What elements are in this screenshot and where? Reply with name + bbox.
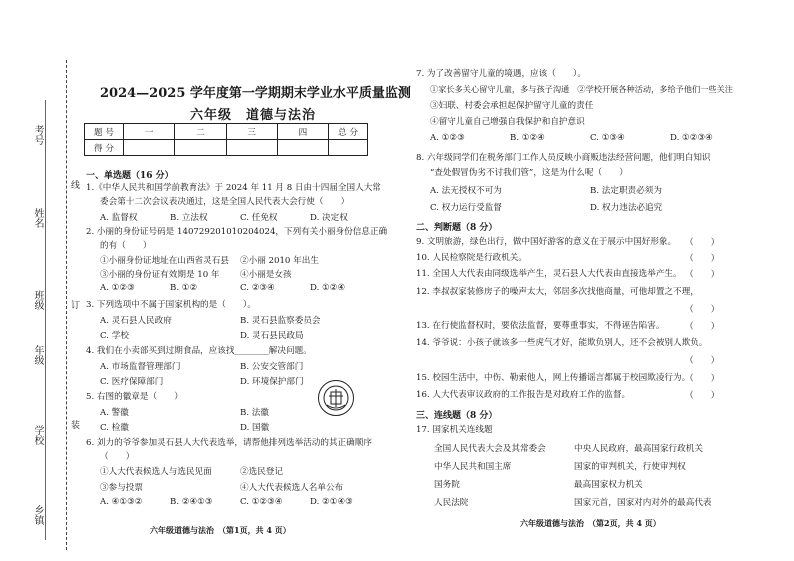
score-cell: 二 — [175, 124, 226, 140]
q6-statement-4: ④人大代表候选人名单公布 — [240, 483, 344, 493]
question-8-line-1: 8. 六年级同学们在税务部门工作人员反映小商贩违法经营问题，他们明白知识 — [416, 153, 711, 163]
q4-option-a[interactable]: A. 市场监督管理部门 — [100, 362, 181, 372]
q8-option-a[interactable]: A. 法无授权不可为 — [430, 186, 502, 196]
margin-label-ding: 订 — [69, 300, 79, 309]
score-input-cell[interactable] — [124, 140, 175, 156]
q4-option-c[interactable]: C. 医疗保障部门 — [100, 377, 164, 387]
score-cell: 总 分 — [329, 124, 368, 140]
left-page-footer: 六年级道德与法治 （第1页，共 4 页） — [150, 525, 291, 535]
q3-option-a[interactable]: A. 灵石县人民政府 — [100, 316, 172, 326]
margin-label-banji: 班级 — [32, 290, 43, 310]
q4-option-b[interactable]: B. 公安交管部门 — [240, 362, 304, 372]
link-left-item[interactable]: 国务院 — [434, 480, 460, 490]
judge-16-answer[interactable]: （ ） — [685, 391, 720, 401]
q1-option-d[interactable]: D. 决定权 — [310, 213, 348, 223]
judge-15-answer[interactable]: （ ） — [685, 374, 720, 384]
section-2-heading: 二、判断题（8 分） — [416, 223, 498, 233]
q7-option-d[interactable]: D. ①②③④ — [670, 133, 713, 143]
q7-statement-3: ③妇联、村委会承担起保护留守儿童的责任 — [430, 101, 594, 111]
q3-option-d[interactable]: D. 灵石县民政局 — [240, 331, 304, 341]
q3-option-b[interactable]: B. 灵石县监察委员会 — [240, 316, 321, 326]
name-blank-line — [45, 100, 46, 540]
question-2-line-2: 的有（ ） — [100, 241, 152, 251]
margin-label-nianji: 年级 — [32, 345, 43, 365]
q2-option-a[interactable]: A. ①②③ — [100, 283, 135, 293]
question-1-line-2: 委会第十二次会议表决通过，这是全国人民代表大会行使（ ） — [100, 197, 350, 207]
score-input-cell[interactable] — [277, 140, 328, 156]
judge-12: 12. 李叔叔家装修房子的噪声太大，邻居多次找他商量，可他却置之不理， — [416, 287, 699, 297]
judge-14-answer[interactable]: （ ） — [685, 356, 720, 366]
margin-label-kaohao: 考号 — [32, 125, 43, 145]
link-left-item[interactable]: 人民法院 — [434, 498, 469, 508]
margin-label-xingming: 姓名 — [32, 208, 43, 228]
link-right-item[interactable]: 国家元首，国家对内对外的最高代表 — [574, 498, 712, 508]
q1-option-c[interactable]: C. 任免权 — [240, 213, 278, 223]
q4-option-d[interactable]: D. 环境保护部门 — [240, 377, 304, 387]
margin-label-zhuang: 装 — [69, 420, 79, 429]
q2-option-c[interactable]: C. ②③④ — [240, 283, 275, 293]
exam-title: 2024—2025 学年度第一学期期末学业水平质量监测 — [100, 86, 411, 101]
q2-statement-4: ④小丽是女孩 — [240, 270, 292, 280]
link-left-item[interactable]: 全国人民代表大会及其常委会 — [434, 444, 546, 454]
margin-label-xuexiao: 学校 — [32, 425, 43, 445]
q5-option-c[interactable]: C. 检徽 — [100, 423, 129, 433]
judge-10: 10. 人民检察院是行政机关。 — [416, 253, 527, 263]
q8-option-b[interactable]: B. 法定职责必须为 — [590, 186, 662, 196]
q7-statement-4: ④留守儿童自己增强自我保护和自护意识 — [430, 117, 585, 127]
question-6-line-2: （ ） — [100, 452, 135, 462]
q8-option-d[interactable]: D. 权力违法必追究 — [590, 203, 663, 213]
q2-option-b[interactable]: B. ①② — [170, 283, 198, 293]
q7-statement-1-2: ①家长多关心留守儿童，多与孩子沟通 ②学校开展各种活动，多给予他们一些关注 — [430, 84, 733, 94]
q6-statement-3: ③参与投票 — [100, 483, 143, 493]
section-1-heading: 一、单选题（16 分） — [86, 171, 174, 181]
link-right-item[interactable]: 最高国家权力机关 — [574, 480, 643, 490]
q1-option-b[interactable]: B. 立法权 — [170, 213, 208, 223]
q1-option-a[interactable]: A. 监督权 — [100, 213, 138, 223]
score-cell: 题 号 — [85, 124, 124, 140]
score-table-score-row — [85, 140, 368, 156]
link-right-item[interactable]: 国家的审判机关，行使审判权 — [574, 462, 686, 472]
q6-option-b[interactable]: B. ②④①③ — [170, 497, 213, 507]
q2-statement-3: ③小丽的身份证有效期是 10 年 — [100, 270, 220, 280]
q7-option-c[interactable]: C. ①③④ — [590, 133, 625, 143]
q5-option-d[interactable]: D. 国徽 — [240, 423, 270, 433]
question-1-line-1: 1.《中华人民共和国学前教育法》于 2024 年 11 月 8 日由十四届全国人大常 — [86, 183, 381, 193]
q5-option-b[interactable]: B. 法徽 — [240, 408, 269, 418]
q5-option-a[interactable]: A. 警徽 — [100, 408, 129, 418]
question-17: 17. 国家机关连线题 — [416, 425, 493, 435]
q6-option-a[interactable]: A. ④①③② — [100, 497, 143, 507]
score-input-cell[interactable] — [175, 140, 226, 156]
question-2-line-1: 2. 小丽的身份证号码是 140729201010204024，下列有关小丽身份信息正确 — [86, 227, 388, 237]
judge-13-answer[interactable]: （ ） — [685, 322, 720, 332]
question-5: 5. 右图的徽章是（ ） — [86, 392, 183, 402]
link-right-item[interactable]: 中央人民政府，最高国家行政机关 — [574, 444, 703, 454]
score-cell: 三 — [226, 124, 277, 140]
score-cell: 一 — [124, 124, 175, 140]
score-cell: 得 分 — [85, 140, 124, 156]
score-table-header-row — [85, 124, 368, 140]
question-7: 7. 为了改善留守儿童的境遇，应该（ ）。 — [416, 69, 586, 79]
question-3: 3. 下列选项中不属于国家机构的是（ ）。 — [86, 300, 256, 310]
score-cell: 四 — [277, 124, 328, 140]
link-left-item[interactable]: 中华人民共和国主席 — [434, 462, 512, 472]
exam-subtitle: 六年级 道德与法治 — [190, 108, 317, 123]
q2-statement-2: ②小丽 2010 年出生 — [240, 256, 319, 266]
judge-9: 9. 文明旅游，绿色出行，做中国好游客的意义在于展示中国好形象。 — [416, 237, 677, 247]
binding-line — [66, 60, 67, 550]
section-3-heading: 三、连线题（8 分） — [416, 411, 498, 421]
judge-11: 11. 全国人大代表由同级选举产生，灵石县人大代表由直接选举产生。 — [416, 269, 682, 279]
q6-option-c[interactable]: C. ①②③④ — [240, 497, 283, 507]
question-8-line-2: “查处假冒伪劣不讨我们管”，这是为什么呢（ ） — [430, 168, 628, 178]
q3-option-c[interactable]: C. 学校 — [100, 331, 129, 341]
q6-statement-1: ①人大代表候选人与选民见面 — [100, 467, 212, 477]
q6-option-d[interactable]: D. ②①④③ — [310, 497, 353, 507]
score-table — [84, 123, 368, 156]
q2-option-d[interactable]: D. ①②④ — [310, 283, 346, 293]
q8-option-c[interactable]: C. 权力运行受监督 — [430, 203, 502, 213]
judge-13: 13. 在行使监督权时，要依法监督，要尊重事实，不得诬告陷害。 — [416, 321, 665, 331]
score-input-cell[interactable] — [329, 140, 368, 156]
right-page-footer: 六年级道德与法治 （第2页，共 4 页） — [520, 518, 661, 528]
question-6-line-1: 6. 刘力的爷爷参加灵石县人大代表选举，请帮他排列选举活动的其正确顺序 — [86, 438, 372, 448]
margin-label-xian: 线 — [69, 180, 79, 189]
judge-10-answer[interactable]: （ ） — [685, 254, 720, 264]
judge-12-answer[interactable]: （ ） — [685, 305, 720, 315]
score-input-cell[interactable] — [226, 140, 277, 156]
judge-15: 15. 校园生活中，中伤、勒索他人，网上传播谣言都属于校园欺凌行为。 — [416, 373, 691, 383]
court-emblem-icon — [318, 380, 354, 416]
q7-option-a[interactable]: A. ①②③ — [430, 133, 465, 143]
margin-label-xiangzhen: 乡镇 — [32, 505, 43, 525]
q6-statement-2: ②选民登记 — [240, 467, 283, 477]
q2-statement-1: ①小丽身份证地址在山西省灵石县 — [100, 256, 229, 266]
judge-14: 14. 爷爷说：小孩子就该多一些虎气才好，能欺负别人，还不会被别人欺负。 — [416, 338, 708, 348]
q7-option-b[interactable]: B. ①②④ — [510, 133, 545, 143]
judge-16: 16. 人大代表审议政府的工作报告是对政府工作的监督。 — [416, 390, 631, 400]
judge-9-answer[interactable]: （ ） — [685, 238, 720, 248]
judge-11-answer[interactable]: （ ） — [685, 270, 720, 280]
question-4: 4. 我们在小卖部买到过期食品，应该找________解决问题。 — [86, 346, 312, 356]
